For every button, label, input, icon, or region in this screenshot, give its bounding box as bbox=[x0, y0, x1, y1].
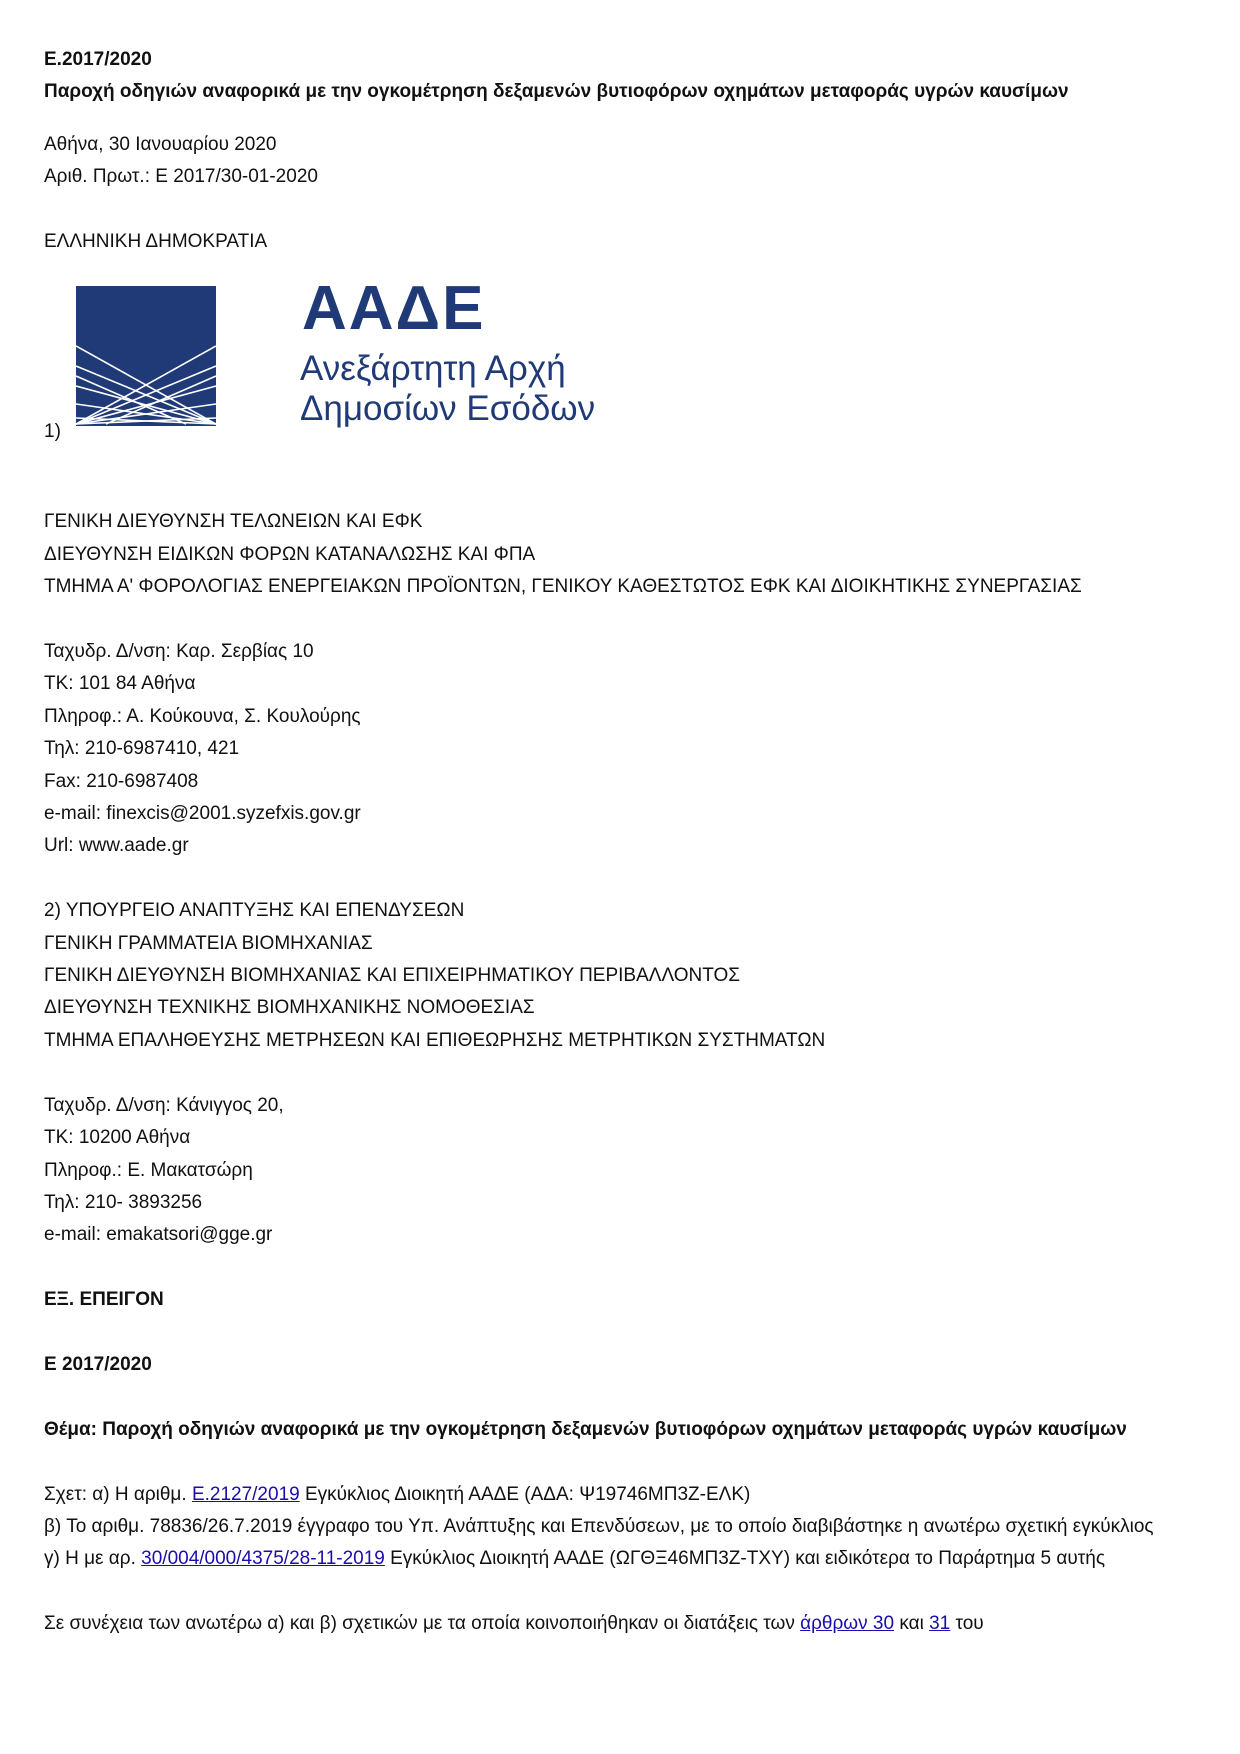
logo-line-2: Δημοσίων Εσόδων bbox=[300, 389, 596, 429]
reference-a-suffix: Εγκύκλιος Διοικητή ΑΑΔΕ (ΑΔΑ: Ψ19746ΜΠ3Ζ-ΕΛΚ) bbox=[299, 1483, 751, 1505]
body-suffix: του bbox=[950, 1613, 984, 1635]
sender2-postcode: ΤΚ: 10200 Αθήνα bbox=[44, 1127, 191, 1149]
sender2-email: e-mail: emakatsori@gge.gr bbox=[44, 1224, 273, 1246]
subject-line: Θέμα: Παροχή οδηγιών αναφορικά με την ογκομέτρηση δεξαμενών βυτιοφόρων οχημάτων μεταφοράς υγρών καυσίμων bbox=[44, 1418, 1127, 1440]
reference-c-suffix: Εγκύκλιος Διοικητή ΑΑΔΕ (ΩΓΘΞ46ΜΠ3Ζ-ΤΧΥ) και ειδικότερα το Παράρτημα 5 αυτής bbox=[384, 1548, 1106, 1570]
document-title: Παροχή οδηγιών αναφορικά με την ογκομέτρηση δεξαμενών βυτιοφόρων οχημάτων μεταφοράς υγρών καυσίμων bbox=[44, 81, 1069, 103]
sender1-postcode: ΤΚ: 101 84 Αθήνα bbox=[44, 673, 196, 695]
reference-c-prefix: γ) Η με αρ. bbox=[44, 1548, 142, 1570]
aade-logo-icon bbox=[76, 286, 216, 426]
urgency-label: ΕΞ. ΕΠΕΙΓΟΝ bbox=[44, 1289, 164, 1311]
country-header: ΕΛΛΗΝΙΚΗ ΔΗΜΟΚΡΑΤΙΑ bbox=[44, 231, 268, 253]
sender2-info: Πληροφ.: Ε. Μακατσώρη bbox=[44, 1159, 253, 1181]
logo-number: 1) bbox=[44, 421, 61, 443]
logo-line-1: Ανεξάρτητη Αρχή bbox=[300, 349, 566, 389]
sender1-dept-line: ΤΜΗΜΑ Α' ΦΟΡΟΛΟΓΙΑΣ ΕΝΕΡΓΕΙΑΚΩΝ ΠΡΟΪΟΝΤΩΝ, ΓΕΝΙΚΟΥ ΚΑΘΕΣΤΩΤΟΣ ΕΦΚ ΚΑΙ ΔΙΟΙΚΗΤΙΚΗΣ ΣΥΝΕΡΓΑΣΙΑΣ bbox=[44, 576, 1082, 598]
sender1-fax: Fax: 210-6987408 bbox=[44, 770, 199, 792]
article-31-link[interactable]: 31 bbox=[929, 1613, 951, 1635]
reference-a-link[interactable]: Ε.2127/2019 bbox=[191, 1483, 300, 1505]
sender2-dept-line: ΓΕΝΙΚΗ ΔΙΕΥΘΥΝΣΗ ΒΙΟΜΗΧΑΝΙΑΣ ΚΑΙ ΕΠΙΧΕΙΡΗΜΑΤΙΚΟΥ ΠΕΡΙΒΑΛΛΟΝΤΟΣ bbox=[44, 965, 741, 987]
protocol-number: Αριθ. Πρωτ.: Ε 2017/30-01-2020 bbox=[44, 166, 318, 188]
logo-row bbox=[44, 276, 1204, 461]
body-prefix: Σε συνέχεια των ανωτέρω α) και β) σχετικών με τα οποία κοινοποιήθηκαν οι διατάξεις των bbox=[44, 1613, 801, 1635]
sender1-phone: Τηλ: 210-6987410, 421 bbox=[44, 738, 240, 760]
sender2-address: Ταχυδρ. Δ/νση: Κάνιγγος 20, bbox=[44, 1094, 284, 1116]
document-date: Αθήνα, 30 Ιανουαρίου 2020 bbox=[44, 133, 277, 155]
aade-logo bbox=[76, 276, 596, 431]
sender1-dept-line: ΔΙΕΥΘΥΝΣΗ ΕΙΔΙΚΩΝ ΦΟΡΩΝ ΚΑΤΑΝΑΛΩΣΗΣ ΚΑΙ ΦΠΑ bbox=[44, 543, 536, 565]
body-mid: και bbox=[894, 1613, 930, 1635]
document-code: Ε.2017/2020 bbox=[44, 49, 152, 70]
sender1-email: e-mail: finexcis@2001.syzefxis.gov.gr bbox=[44, 803, 361, 825]
sender1-info: Πληροφ.: Α. Κούκουνα, Σ. Κουλούρης bbox=[44, 705, 361, 727]
reference-b: β) Το αριθμ. 78836/26.7.2019 έγγραφο του Υπ. Ανάπτυξης και Επενδύσεων, με το οποίο διαβιβάστηκε η ανωτέρω σχετική εγκύκλιος bbox=[44, 1515, 1154, 1537]
sender1-address: Ταχυδρ. Δ/νση: Καρ. Σερβίας 10 bbox=[44, 641, 314, 663]
reference-c bbox=[44, 1543, 1204, 1575]
sender1-url: Url: www.aade.gr bbox=[44, 835, 189, 857]
logo-abbreviation: ΑΑΔΕ bbox=[302, 274, 486, 344]
sender2-dept-line: 2) ΥΠΟΥΡΓΕΙΟ ΑΝΑΠΤΥΞΗΣ ΚΑΙ ΕΠΕΝΔΥΣΕΩΝ bbox=[44, 900, 465, 922]
sender1-dept-line: ΓΕΝΙΚΗ ΔΙΕΥΘΥΝΣΗ ΤΕΛΩΝΕΙΩΝ ΚΑΙ ΕΦΚ bbox=[44, 511, 423, 533]
sender2-dept-line: ΔΙΕΥΘΥΝΣΗ ΤΕΧΝΙΚΗΣ ΒΙΟΜΗΧΑΝΙΚΗΣ ΝΟΜΟΘΕΣΙΑΣ bbox=[44, 997, 535, 1019]
article-30-link[interactable]: άρθρων 30 bbox=[800, 1613, 895, 1635]
sender2-dept-line: ΓΕΝΙΚΗ ΓΡΑΜΜΑΤΕΙΑ ΒΙΟΜΗΧΑΝΙΑΣ bbox=[44, 932, 373, 954]
body-paragraph bbox=[44, 1608, 1204, 1640]
reference-c-link[interactable]: 30/004/000/4375/28-11-2019 bbox=[141, 1548, 385, 1570]
reference-a-prefix: Σχετ: α) Η αριθμ. bbox=[44, 1483, 192, 1505]
document-body bbox=[44, 44, 1204, 1641]
sender2-dept-line: ΤΜΗΜΑ ΕΠΑΛΗΘΕΥΣΗΣ ΜΕΤΡΗΣΕΩΝ ΚΑΙ ΕΠΙΘΕΩΡΗΣΗΣ ΜΕΤΡΗΤΙΚΩΝ ΣΥΣΤΗΜΑΤΩΝ bbox=[44, 1029, 826, 1051]
reference-a bbox=[44, 1479, 1204, 1511]
document-code-2: Ε 2017/2020 bbox=[44, 1353, 152, 1375]
sender2-phone: Τηλ: 210- 3893256 bbox=[44, 1191, 203, 1213]
